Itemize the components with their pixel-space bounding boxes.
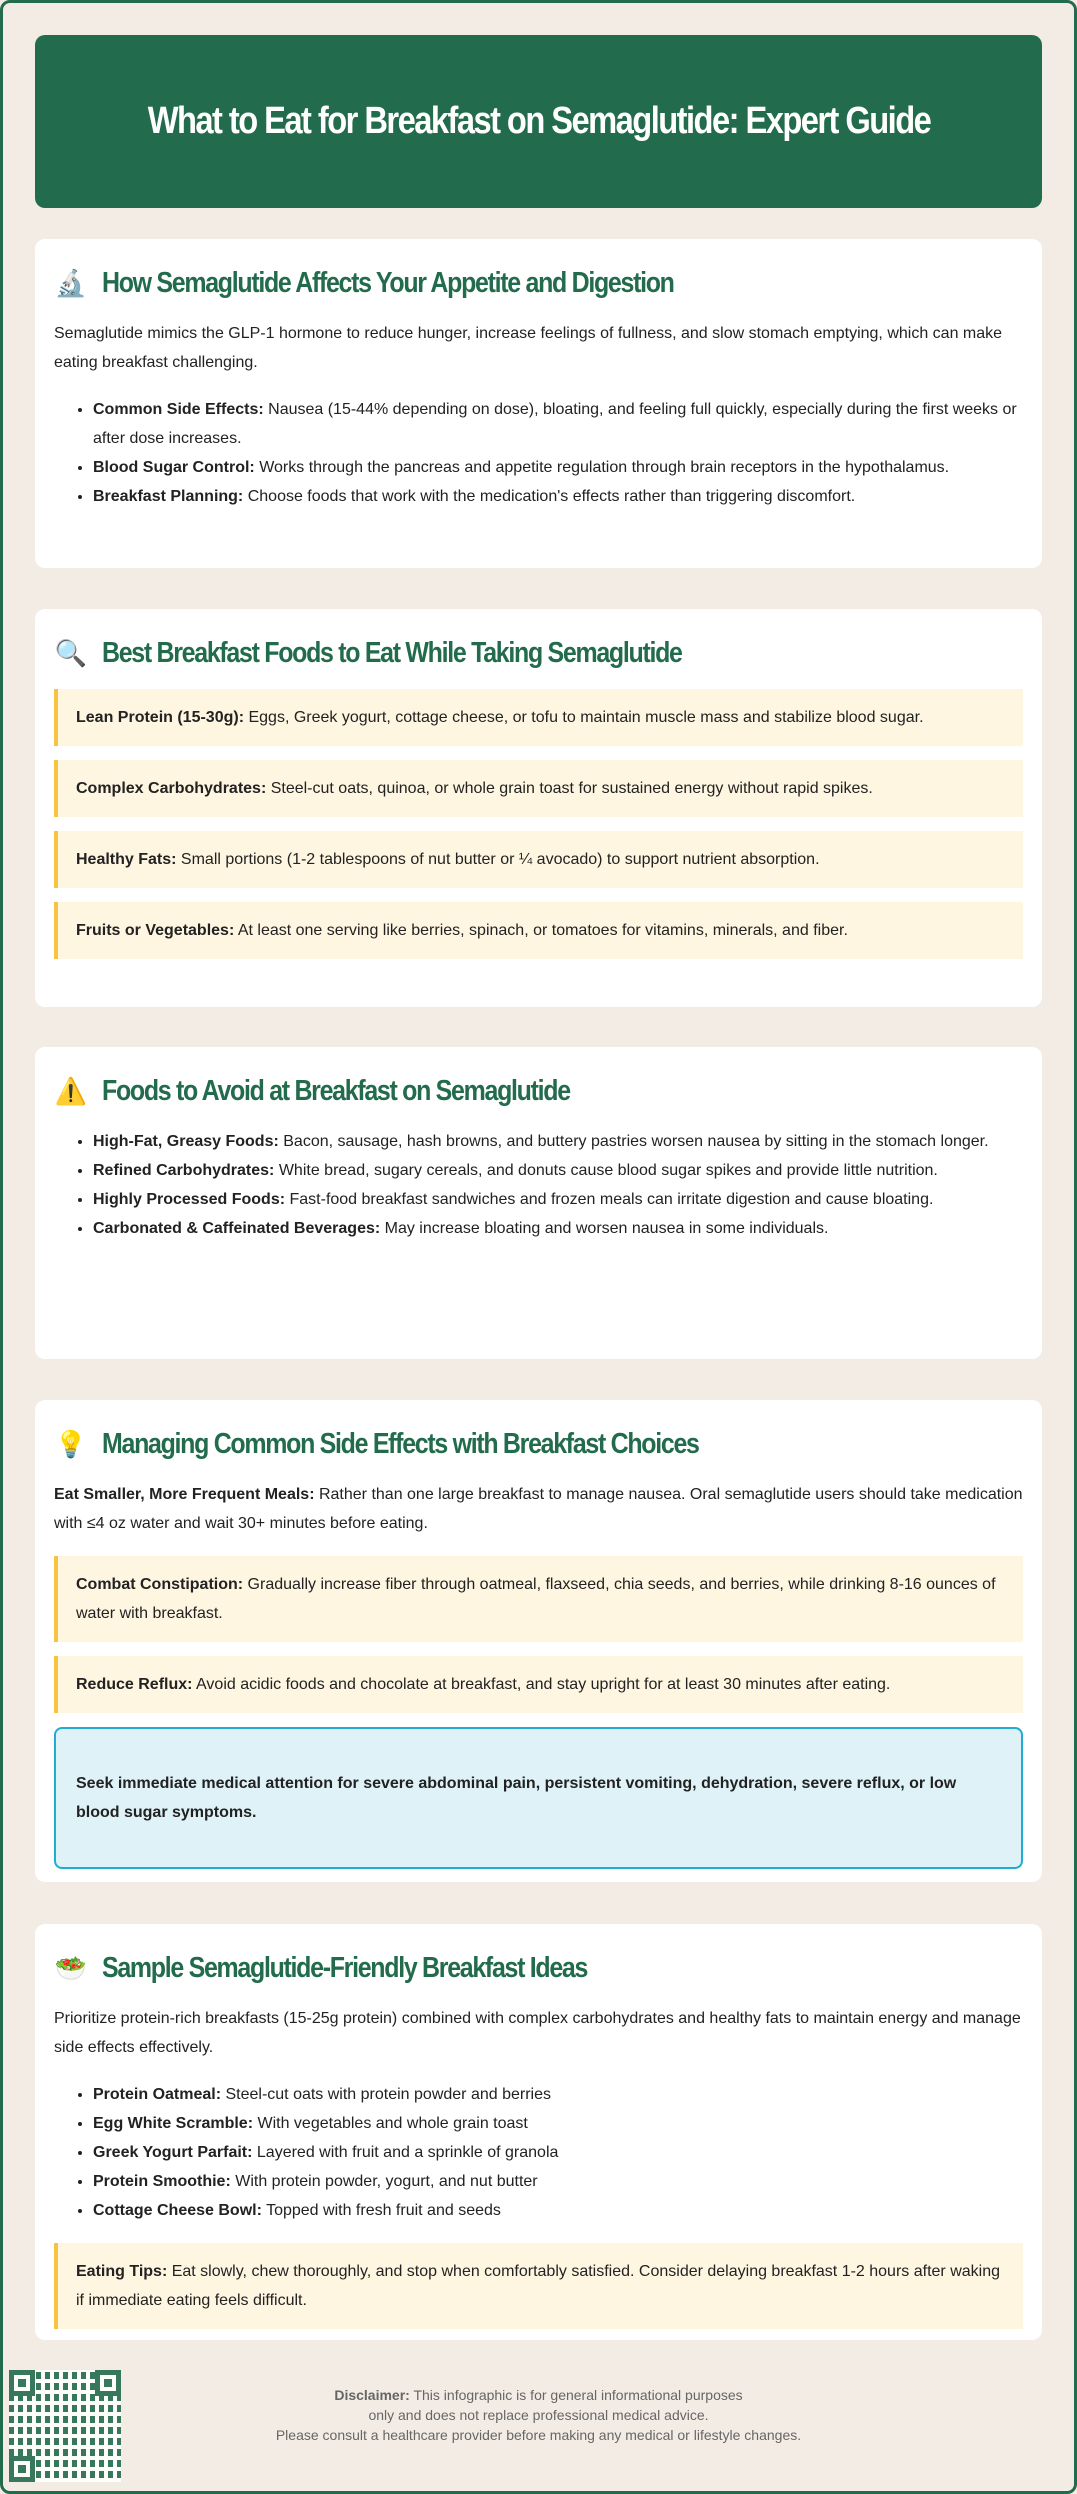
item-label: Healthy Fats: xyxy=(76,851,177,868)
item-text: Works through the pancreas and appetite regulation through brain receptors in the hypothalamus. xyxy=(254,459,950,476)
salad-bowl-icon: 🥗 xyxy=(54,1952,88,1983)
bullet-list xyxy=(54,2080,1023,2225)
eating-tips-box xyxy=(54,2243,1023,2329)
section-breakfast-ideas xyxy=(35,1924,1042,2340)
item-label: Eating Tips: xyxy=(76,2263,168,2280)
item-label: Cottage Cheese Bowl: xyxy=(93,2202,262,2219)
item-label: Disclaimer: xyxy=(334,2387,410,2403)
highlight-box xyxy=(54,760,1023,817)
item-text: Layered with fruit and a sprinkle of granola xyxy=(252,2144,559,2161)
list-item xyxy=(93,395,1023,453)
item-text: Gradually increase fiber through oatmeal, flaxseed, chia seeds, and berries, while drinking 8-16 ounces of water with breakfast. xyxy=(76,1576,996,1622)
item-label: Combat Constipation: xyxy=(76,1576,244,1593)
medical-alert-box: Seek immediate medical attention for severe abdominal pain, persistent vomiting, dehydration, severe reflux, or low blood sugar symptoms. xyxy=(54,1727,1023,1869)
lightbulb-icon: 💡 xyxy=(54,1428,88,1459)
highlight-box xyxy=(54,1656,1023,1713)
list-item xyxy=(93,2196,1023,2225)
item-label: Common Side Effects: xyxy=(93,401,264,418)
section-intro: Prioritize protein-rich breakfasts (15-25g protein) combined with complex carbohydrates and healthy fats to maintain energy and manage side effects effectively. xyxy=(54,2010,1021,2056)
warning-icon: ⚠️ xyxy=(54,1075,88,1106)
item-label: Eat Smaller, More Frequent Meals: xyxy=(54,1486,315,1503)
bullet-list xyxy=(54,395,1023,511)
item-text: With vegetables and whole grain toast xyxy=(253,2115,528,2132)
item-text: Nausea (15-44% depending on dose), bloating, and feeling full quickly, especially during the first weeks or after dose increases. xyxy=(93,401,1017,447)
section-side-effects xyxy=(35,1400,1042,1882)
bullet-list xyxy=(54,1127,1023,1243)
list-item xyxy=(93,453,1023,482)
item-label: Highly Processed Foods: xyxy=(93,1191,286,1208)
section-heading xyxy=(54,1946,1023,1990)
list-item xyxy=(93,482,1023,511)
list-item xyxy=(93,2138,1023,2167)
item-label: Complex Carbohydrates: xyxy=(76,780,267,797)
microscope-icon: 🔬 xyxy=(54,267,88,298)
list-item xyxy=(93,2167,1023,2196)
item-label: Refined Carbohydrates: xyxy=(93,1162,275,1179)
section-best-foods xyxy=(35,609,1042,1007)
section-appetite-digestion xyxy=(35,239,1042,568)
item-label: Lean Protein (15-30g): xyxy=(76,709,245,726)
item-text: Sample Semaglutide-Friendly Breakfast Ideas xyxy=(102,1951,588,1984)
item-label: Egg White Scramble: xyxy=(93,2115,254,2132)
highlight-box xyxy=(54,1556,1023,1642)
item-text: Eat slowly, chew thoroughly, and stop when comfortably satisfied. Consider delaying breakfast 1-2 hours after waking if immediate eating feels difficult. xyxy=(76,2263,1000,2309)
section-foods-to-avoid xyxy=(35,1047,1042,1359)
list-item xyxy=(93,1156,1023,1185)
item-label: Protein Smoothie: xyxy=(93,2173,231,2190)
item-text: Managing Common Side Effects with Breakfast Choices xyxy=(102,1427,699,1460)
item-label: Fruits or Vegetables: xyxy=(76,922,235,939)
list-item xyxy=(93,1127,1023,1156)
item-text: Steel-cut oats with protein powder and berries xyxy=(221,2086,551,2103)
section-heading xyxy=(54,1422,1023,1466)
item-label: Breakfast Planning: xyxy=(93,488,244,505)
item-text: Please consult a healthcare provider before making any medical or lifestyle changes. xyxy=(275,2427,802,2443)
item-text: only and does not replace professional medical advice. xyxy=(368,2407,709,2423)
list-item xyxy=(93,2109,1023,2138)
item-label: Carbonated & Caffeinated Beverages: xyxy=(93,1220,381,1237)
item-text: May increase bloating and worsen nausea in some individuals. xyxy=(380,1220,829,1237)
section-intro xyxy=(54,1480,1023,1538)
section-heading xyxy=(54,1069,1023,1113)
item-text: How Semaglutide Affects Your Appetite and Digestion xyxy=(102,266,674,299)
item-text: Fast-food breakfast sandwiches and frozen meals can irritate digestion and cause bloating. xyxy=(285,1191,934,1208)
item-text: Best Breakfast Foods to Eat While Taking Semaglutide xyxy=(102,636,682,669)
item-text: This infographic is for general informational purposes xyxy=(409,2387,743,2403)
item-text: Avoid acidic foods and chocolate at breakfast, and stay upright for at least 30 minutes after eating. xyxy=(192,1676,891,1693)
item-text: Eggs, Greek yogurt, cottage cheese, or tofu to maintain muscle mass and stabilize blood sugar. xyxy=(244,709,924,726)
list-item xyxy=(93,1214,1023,1243)
item-label: High-Fat, Greasy Foods: xyxy=(93,1133,279,1150)
item-label: Reduce Reflux: xyxy=(76,1676,193,1693)
section-heading xyxy=(54,261,1023,305)
item-text: With protein powder, yogurt, and nut butter xyxy=(230,2173,538,2190)
highlight-box xyxy=(54,689,1023,746)
item-label: Protein Oatmeal: xyxy=(93,2086,222,2103)
list-item xyxy=(93,1185,1023,1214)
item-text: Steel-cut oats, quinoa, or whole grain toast for sustained energy without rapid spikes. xyxy=(266,780,873,797)
highlight-box xyxy=(54,831,1023,888)
page-title: What to Eat for Breakfast on Semaglutide: Expert Guide xyxy=(147,100,930,142)
disclaimer xyxy=(0,2385,1077,2445)
page-header xyxy=(35,35,1042,208)
highlight-box xyxy=(54,902,1023,959)
item-text: At least one serving like berries, spinach, or tomatoes for vitamins, minerals, and fiber. xyxy=(234,922,848,939)
section-heading xyxy=(54,631,1023,675)
item-text: White bread, sugary cereals, and donuts cause blood sugar spikes and provide little nutrition. xyxy=(274,1162,938,1179)
item-label: Greek Yogurt Parfait: xyxy=(93,2144,253,2161)
list-item xyxy=(93,2080,1023,2109)
item-text: Choose foods that work with the medication's effects rather than triggering discomfort. xyxy=(243,488,856,505)
item-label: Blood Sugar Control: xyxy=(93,459,255,476)
item-text: Foods to Avoid at Breakfast on Semaglutide xyxy=(102,1074,570,1107)
section-intro: Semaglutide mimics the GLP-1 hormone to reduce hunger, increase feelings of fullness, and slow stomach emptying, which can make eating breakfast challenging. xyxy=(54,325,1003,371)
item-text: Topped with fresh fruit and seeds xyxy=(261,2202,501,2219)
item-text: Small portions (1-2 tablespoons of nut butter or ¼ avocado) to support nutrient absorption. xyxy=(176,851,820,868)
item-text: Rather than one large breakfast to manage nausea. Oral semaglutide users should take medication with ≤4 oz water and wait 30+ minutes before eating. xyxy=(54,1486,1023,1532)
magnifier-icon: 🔍 xyxy=(54,637,88,668)
item-text: Bacon, sausage, hash browns, and buttery pastries worsen nausea by sitting in the stomach longer. xyxy=(278,1133,989,1150)
